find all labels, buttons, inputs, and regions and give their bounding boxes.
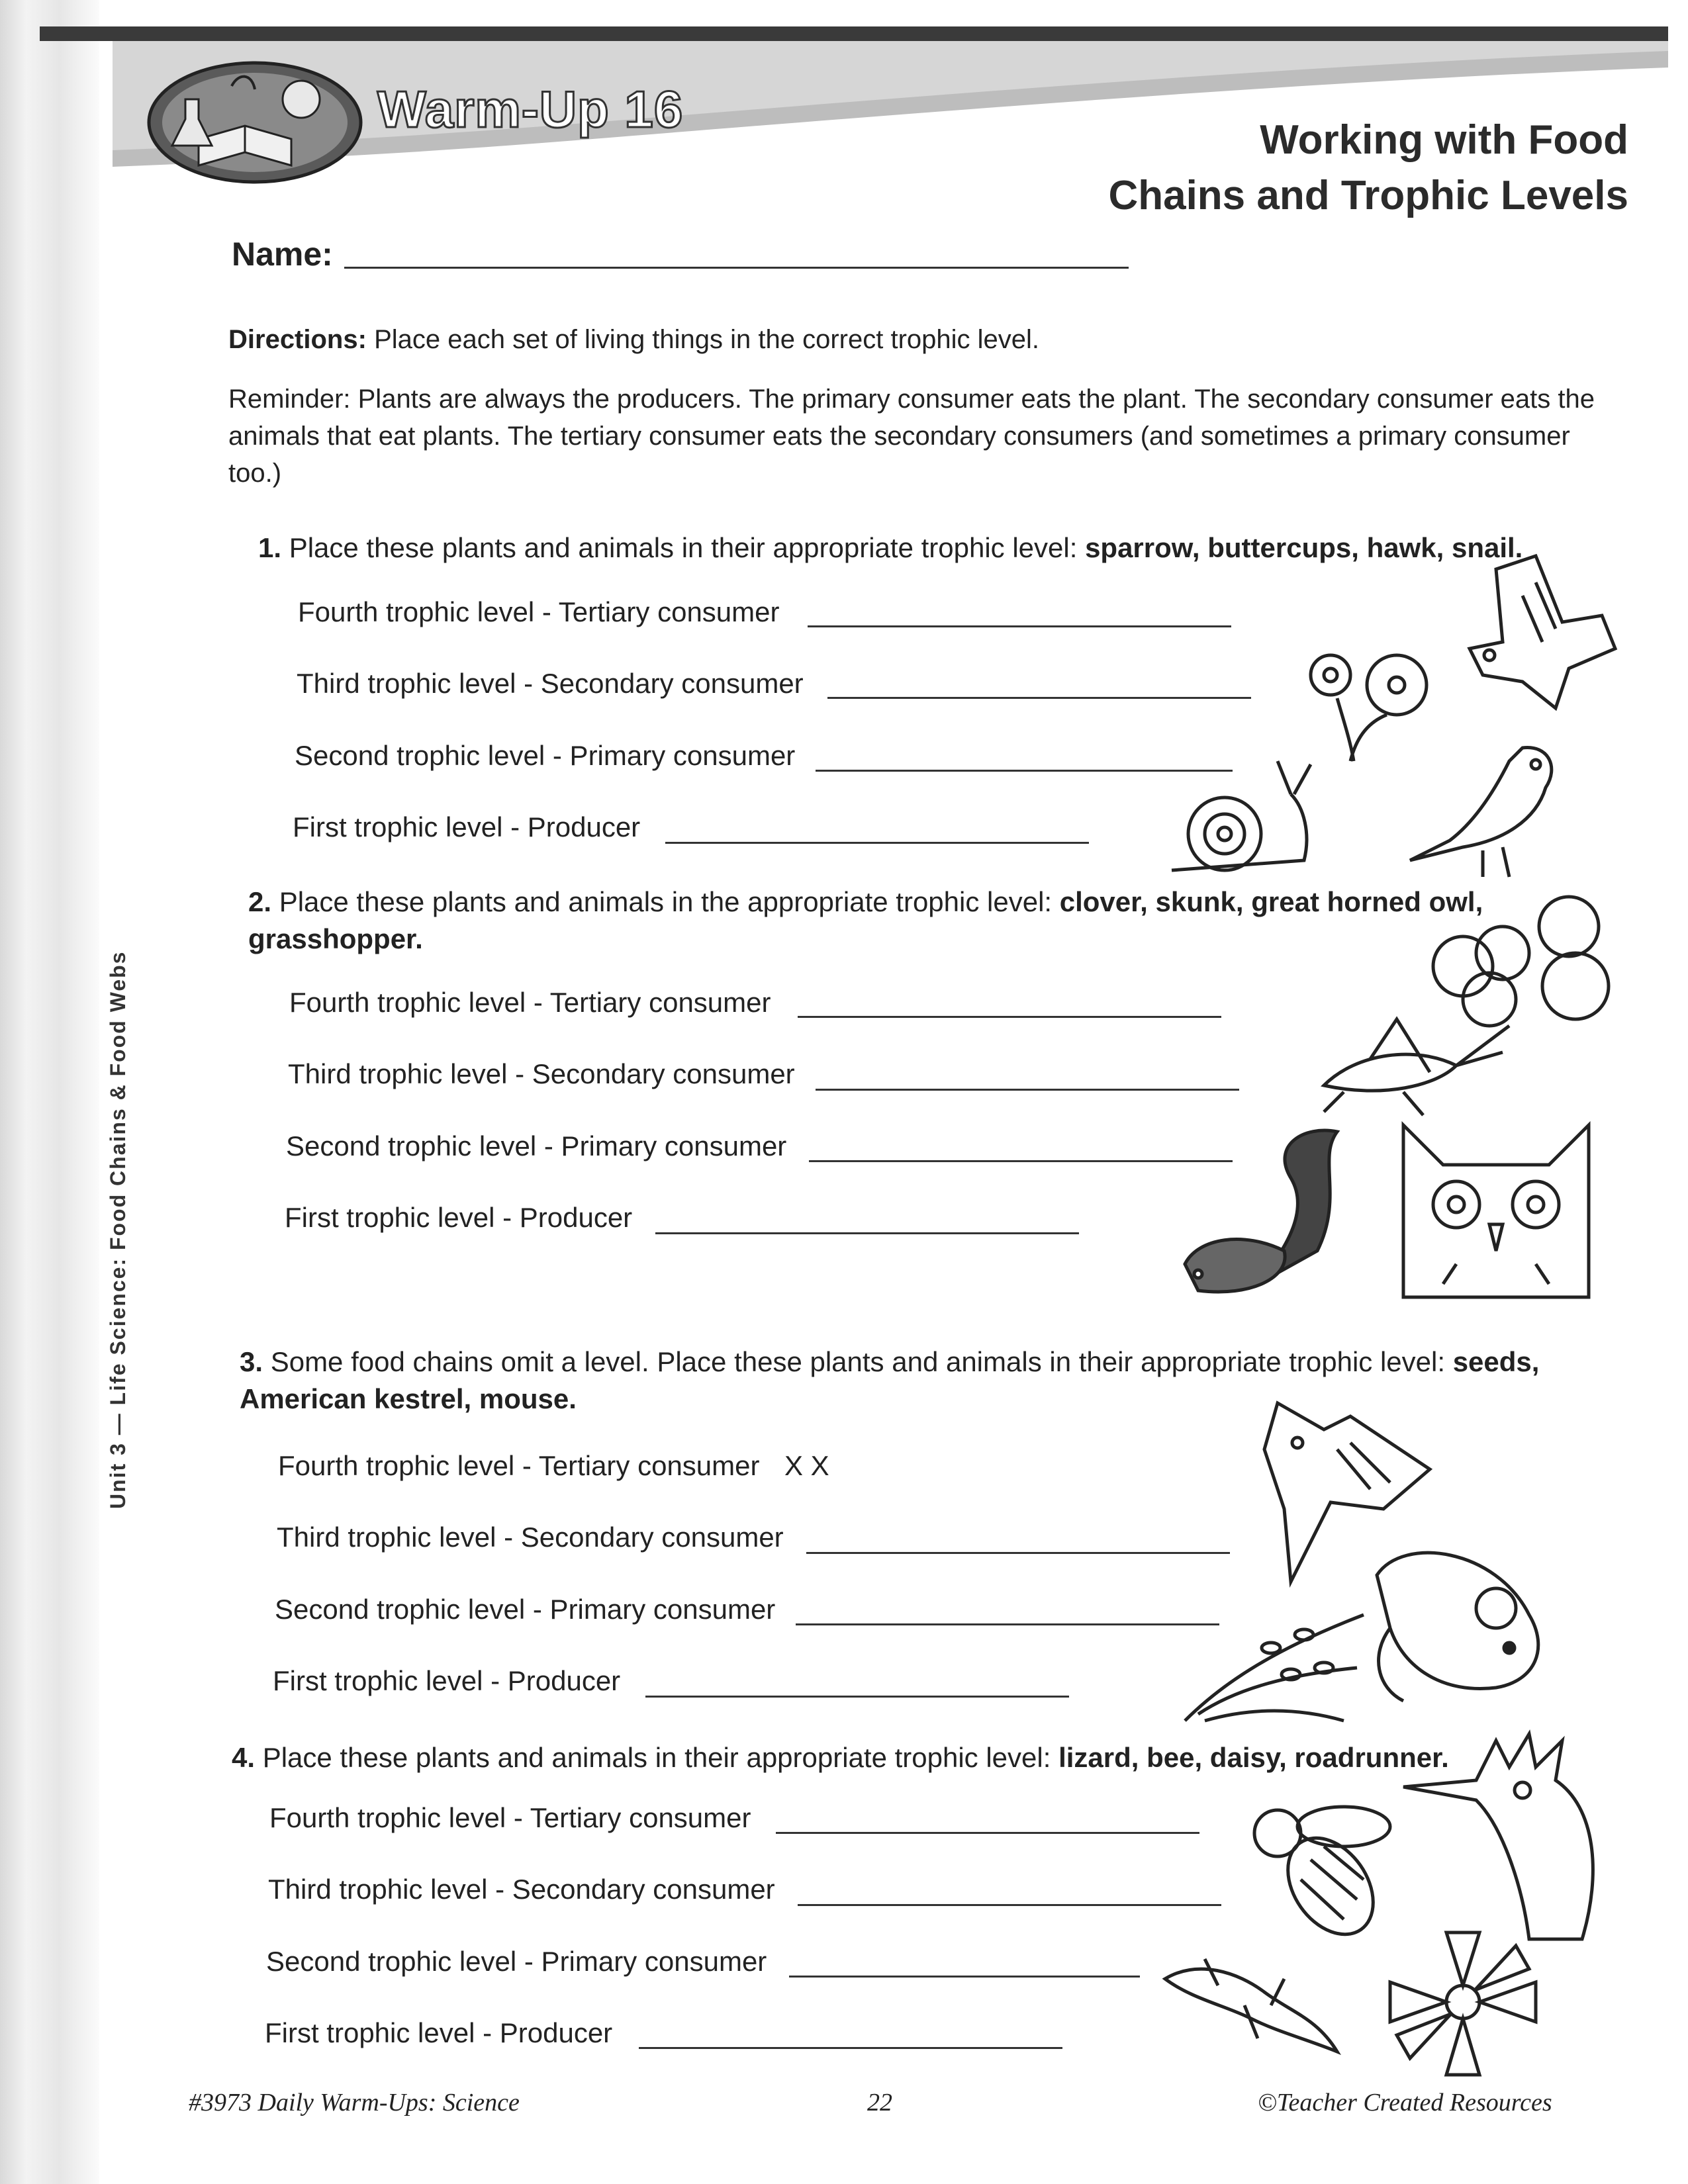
q1-level-2: Second trophic level - Primary consumer xyxy=(295,740,796,771)
side-unit-label: Unit 3 — Life Science: Food Chains & Food Webs xyxy=(106,950,130,1509)
question-number: 1. xyxy=(258,532,282,563)
q4-answer-3[interactable] xyxy=(798,1904,1221,1906)
q3-level-3: Third trophic level - Secondary consumer xyxy=(277,1522,784,1553)
daisy-icon xyxy=(1377,1919,1549,2085)
sparrow-icon xyxy=(1403,728,1569,880)
q3-answer-1[interactable] xyxy=(645,1696,1069,1698)
q4-level-1: First trophic level - Producer xyxy=(265,2017,613,2048)
question-number: 3. xyxy=(240,1346,263,1377)
worksheet-topic xyxy=(1033,113,1628,224)
directions-text: Place each set of living things in the correct trophic level. xyxy=(374,325,1040,354)
question-items: clover, skunk, great horned owl, grasshopper. xyxy=(248,886,1483,954)
seeds-icon xyxy=(1172,1602,1370,1727)
question-items: lizard, bee, daisy, roadrunner. xyxy=(1058,1742,1449,1773)
question-text: Place these plants and animals in their appropriate trophic level: xyxy=(289,532,1078,563)
q4-level-4: Fourth trophic level - Tertiary consumer xyxy=(269,1802,751,1833)
question-2-prompt xyxy=(248,884,1506,958)
q2-answer-3[interactable] xyxy=(816,1089,1239,1091)
q4-answer-1[interactable] xyxy=(639,2047,1062,2049)
q2-level-2: Second trophic level - Primary consumer xyxy=(286,1130,787,1161)
skunk-icon xyxy=(1172,1118,1370,1310)
q3-answer-3[interactable] xyxy=(806,1552,1230,1554)
great-horned-owl-icon xyxy=(1390,1112,1602,1324)
question-1-prompt xyxy=(258,529,1523,567)
q4-answer-4[interactable] xyxy=(776,1832,1199,1834)
science-logo-icon xyxy=(146,60,364,185)
page-binding-edge xyxy=(0,0,99,2184)
name-label: Name: xyxy=(232,236,333,273)
topic-line-2: Chains and Trophic Levels xyxy=(1108,173,1628,218)
lizard-icon xyxy=(1158,1952,1344,2065)
q2-answer-1[interactable] xyxy=(655,1232,1079,1234)
directions-label: Directions: xyxy=(228,325,367,354)
question-text: Place these plants and animals in the appropriate trophic level: xyxy=(279,886,1053,917)
q3-answer-4-filled[interactable]: X X xyxy=(784,1450,829,1481)
q3-level-1: First trophic level - Producer xyxy=(273,1665,621,1696)
warmup-title: Warm-Up 16 xyxy=(377,80,684,138)
hawk-icon xyxy=(1456,543,1628,728)
roadrunner-icon xyxy=(1397,1727,1615,1946)
grasshopper-icon xyxy=(1304,1013,1516,1118)
footer-book-title: #3973 Daily Warm-Ups: Science xyxy=(189,2089,520,2116)
question-number: 2. xyxy=(248,886,272,917)
q3-answer-2[interactable] xyxy=(796,1623,1219,1625)
q2-answer-2[interactable] xyxy=(809,1160,1233,1162)
q4-level-2: Second trophic level - Primary consumer xyxy=(266,1946,767,1977)
question-text: Some food chains omit a level. Place these plants and animals in their appropriate trophic level: xyxy=(270,1346,1446,1377)
q2-level-3: Third trophic level - Secondary consumer xyxy=(288,1058,795,1089)
q2-level-1: First trophic level - Producer xyxy=(285,1202,633,1233)
q2-answer-4[interactable] xyxy=(798,1016,1221,1018)
q2-level-4: Fourth trophic level - Tertiary consumer xyxy=(289,987,771,1018)
topic-line-1: Working with Food xyxy=(1260,117,1628,163)
footer-page-number: 22 xyxy=(867,2089,892,2116)
q4-answer-2[interactable] xyxy=(789,1976,1140,1978)
question-4-prompt xyxy=(232,1739,1449,1776)
q1-level-4: Fourth trophic level - Tertiary consumer xyxy=(298,596,780,627)
top-border xyxy=(40,26,1668,41)
q1-level-3: Third trophic level - Secondary consumer xyxy=(297,668,804,699)
q1-answer-3[interactable] xyxy=(827,697,1251,699)
q4-level-3: Third trophic level - Secondary consumer xyxy=(268,1874,775,1905)
question-number: 4. xyxy=(232,1742,256,1773)
q3-level-4: Fourth trophic level - Tertiary consumer xyxy=(278,1450,760,1481)
snail-icon xyxy=(1152,754,1324,880)
mouse-icon xyxy=(1364,1535,1562,1707)
footer-publisher: ©Teacher Created Resources xyxy=(1258,2089,1552,2116)
q1-level-1: First trophic level - Producer xyxy=(293,811,641,842)
question-items: sparrow, buttercups, hawk, snail. xyxy=(1085,532,1523,563)
question-text: Place these plants and animals in their appropriate trophic level: xyxy=(262,1742,1051,1773)
q1-answer-4[interactable] xyxy=(808,625,1231,627)
q1-answer-1[interactable] xyxy=(665,842,1089,844)
directions xyxy=(228,321,1618,358)
q3-level-2: Second trophic level - Primary consumer xyxy=(275,1594,776,1625)
question-items: seeds, American kestrel, mouse. xyxy=(240,1346,1540,1414)
reminder-text: Reminder: Plants are always the producers. The primary consumer eats the plant. The secondary consumer eats the animals that eat plants. The tertiary consumer eats the secondary consumers (and sometimes a primary consumer too.) xyxy=(228,385,1595,488)
name-field[interactable] xyxy=(344,267,1129,269)
